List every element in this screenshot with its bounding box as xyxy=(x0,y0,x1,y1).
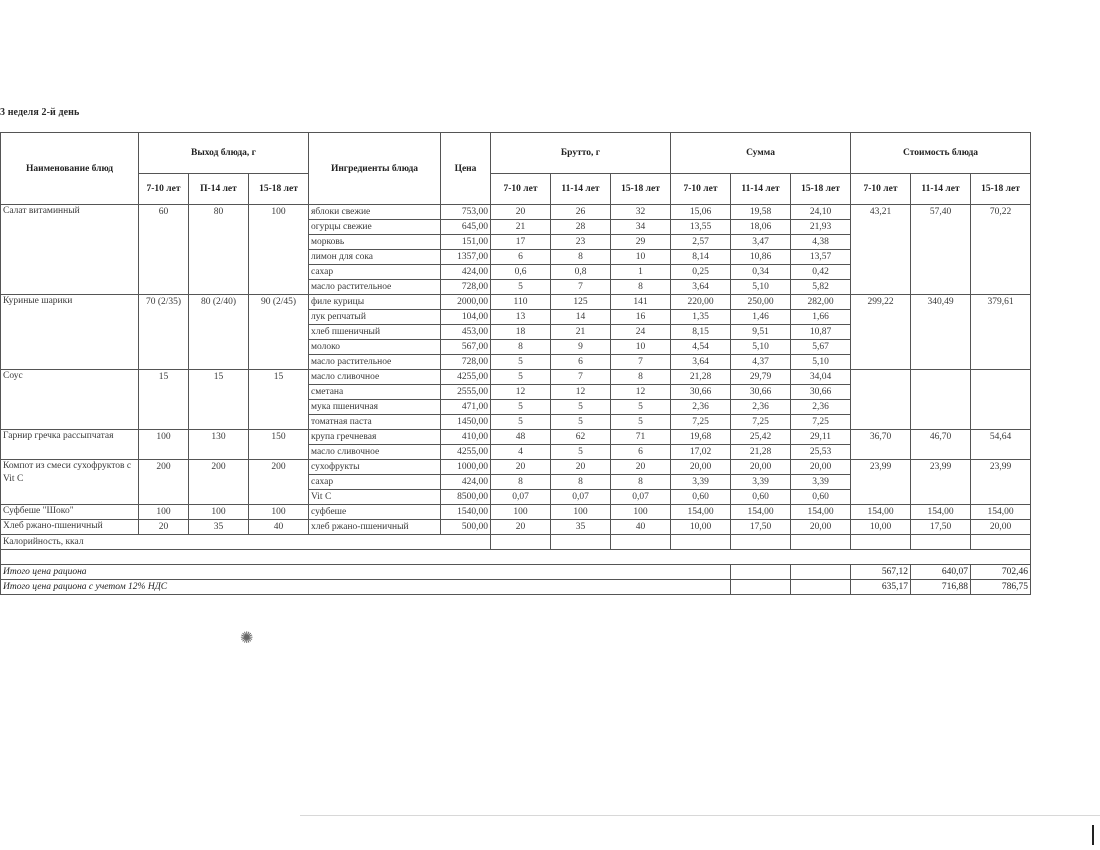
age-header: 15-18 лет xyxy=(249,174,309,205)
dish-output: 100 xyxy=(189,505,249,520)
empty-cell xyxy=(731,565,791,580)
empty-cell xyxy=(791,535,851,550)
brutto-value: 32 xyxy=(611,205,671,220)
brutto-value: 5 xyxy=(611,400,671,415)
scan-edge xyxy=(1092,825,1094,845)
header-output: Выход блюда, г xyxy=(139,133,309,174)
page-title: 3 неделя 2-й день xyxy=(0,107,80,118)
ingredient-price: 2000,00 xyxy=(441,295,491,310)
age-header: 11-14 лет xyxy=(731,174,791,205)
ingredient-name: филе курицы xyxy=(309,295,441,310)
empty-cell xyxy=(1,550,1031,565)
total-value: 635,17 xyxy=(851,580,911,595)
sum-value: 13,57 xyxy=(791,250,851,265)
ingredient-name: крупа гречневая xyxy=(309,430,441,445)
brutto-value: 16 xyxy=(611,310,671,325)
empty-cell xyxy=(731,535,791,550)
ingredient-price: 728,00 xyxy=(441,355,491,370)
brutto-value: 8 xyxy=(551,250,611,265)
sum-value: 282,00 xyxy=(791,295,851,310)
sum-value: 10,00 xyxy=(671,520,731,535)
sum-value: 17,50 xyxy=(731,520,791,535)
empty-cell xyxy=(791,580,851,595)
sum-value: 7,25 xyxy=(791,415,851,430)
sum-value: 20,00 xyxy=(791,460,851,475)
brutto-value: 17 xyxy=(491,235,551,250)
brutto-value: 10 xyxy=(611,340,671,355)
sum-value: 154,00 xyxy=(731,505,791,520)
sum-value: 154,00 xyxy=(791,505,851,520)
sum-value: 220,00 xyxy=(671,295,731,310)
dish-output: 100 xyxy=(139,505,189,520)
empty-cell xyxy=(731,580,791,595)
empty-cell xyxy=(851,535,911,550)
brutto-value: 141 xyxy=(611,295,671,310)
brutto-value: 0,8 xyxy=(551,265,611,280)
table-row xyxy=(1,505,1031,520)
dish-output: 200 xyxy=(139,460,189,505)
brutto-value: 28 xyxy=(551,220,611,235)
brutto-value: 20 xyxy=(491,205,551,220)
sum-value: 1,46 xyxy=(731,310,791,325)
dish-cost: 154,00 xyxy=(911,505,971,520)
brutto-value: 14 xyxy=(551,310,611,325)
sum-value: 8,15 xyxy=(671,325,731,340)
sum-value: 30,66 xyxy=(791,385,851,400)
sum-value: 0,34 xyxy=(731,265,791,280)
dish-cost: 23,99 xyxy=(911,460,971,505)
sum-value: 2,36 xyxy=(791,400,851,415)
sum-value: 0,60 xyxy=(791,490,851,505)
total-value: 716,88 xyxy=(911,580,971,595)
dish-cost: 17,50 xyxy=(911,520,971,535)
sum-value: 29,11 xyxy=(791,430,851,445)
dish-cost xyxy=(911,370,971,430)
sum-value: 7,25 xyxy=(671,415,731,430)
table-row xyxy=(1,520,1031,535)
brutto-value: 0,07 xyxy=(611,490,671,505)
sum-value: 5,10 xyxy=(731,340,791,355)
sum-value: 0,25 xyxy=(671,265,731,280)
dish-cost: 340,49 xyxy=(911,295,971,370)
brutto-value: 1 xyxy=(611,265,671,280)
age-header: 7-10 лет xyxy=(671,174,731,205)
sum-value: 24,10 xyxy=(791,205,851,220)
brutto-value: 110 xyxy=(491,295,551,310)
dish-output: 90 (2/45) xyxy=(249,295,309,370)
ingredient-name: молоко xyxy=(309,340,441,355)
brutto-value: 8 xyxy=(491,475,551,490)
sum-value: 20,00 xyxy=(791,520,851,535)
ingredient-price: 645,00 xyxy=(441,220,491,235)
age-header: 7-10 лет xyxy=(851,174,911,205)
brutto-value: 100 xyxy=(611,505,671,520)
ingredient-price: 728,00 xyxy=(441,280,491,295)
brutto-value: 6 xyxy=(551,355,611,370)
calories-label: Калорийность, ккал xyxy=(1,535,491,550)
sum-value: 19,58 xyxy=(731,205,791,220)
total-value: 640,07 xyxy=(911,565,971,580)
brutto-value: 20 xyxy=(491,520,551,535)
age-header: 11-14 лет xyxy=(911,174,971,205)
ingredient-price: 424,00 xyxy=(441,265,491,280)
sum-value: 20,00 xyxy=(731,460,791,475)
ingredient-price: 104,00 xyxy=(441,310,491,325)
empty-cell xyxy=(551,535,611,550)
sum-value: 0,60 xyxy=(731,490,791,505)
scan-artifact xyxy=(300,815,1100,816)
brutto-value: 0,6 xyxy=(491,265,551,280)
dish-output: 100 xyxy=(249,205,309,295)
brutto-value: 5 xyxy=(491,400,551,415)
brutto-value: 5 xyxy=(551,415,611,430)
total-value: 702,46 xyxy=(971,565,1031,580)
brutto-value: 29 xyxy=(611,235,671,250)
empty-cell xyxy=(791,565,851,580)
ingredient-name: сметана xyxy=(309,385,441,400)
ingredient-name: лук репчатый xyxy=(309,310,441,325)
brutto-value: 7 xyxy=(551,370,611,385)
brutto-value: 8 xyxy=(611,280,671,295)
sum-value: 20,00 xyxy=(671,460,731,475)
ingredient-name: томатная паста xyxy=(309,415,441,430)
empty-cell xyxy=(611,535,671,550)
total-label: Итого цена рациона xyxy=(1,565,731,580)
age-header: П-14 лет xyxy=(189,174,249,205)
brutto-value: 35 xyxy=(551,520,611,535)
brutto-value: 71 xyxy=(611,430,671,445)
ingredient-price: 1357,00 xyxy=(441,250,491,265)
age-header: 7-10 лет xyxy=(139,174,189,205)
table-row xyxy=(1,295,1031,310)
sum-value: 19,68 xyxy=(671,430,731,445)
sum-value: 1,35 xyxy=(671,310,731,325)
sum-value: 2,57 xyxy=(671,235,731,250)
brutto-value: 20 xyxy=(491,460,551,475)
ingredient-price: 410,00 xyxy=(441,430,491,445)
ingredient-price: 424,00 xyxy=(441,475,491,490)
sum-value: 1,66 xyxy=(791,310,851,325)
total-row xyxy=(1,565,1031,580)
total-label: Итого цена рациона с учетом 12% НДС xyxy=(1,580,731,595)
brutto-value: 8 xyxy=(611,370,671,385)
table-row xyxy=(1,205,1031,220)
dish-cost: 10,00 xyxy=(851,520,911,535)
ingredient-name: масло сливочное xyxy=(309,445,441,460)
empty-cell xyxy=(491,535,551,550)
brutto-value: 12 xyxy=(551,385,611,400)
brutto-value: 8 xyxy=(551,475,611,490)
sum-value: 3,39 xyxy=(731,475,791,490)
dish-output: 15 xyxy=(139,370,189,430)
brutto-value: 12 xyxy=(491,385,551,400)
age-header: 11-14 лет xyxy=(551,174,611,205)
age-header: 15-18 лет xyxy=(611,174,671,205)
total-value: 567,12 xyxy=(851,565,911,580)
ingredient-price: 8500,00 xyxy=(441,490,491,505)
brutto-value: 34 xyxy=(611,220,671,235)
sum-value: 250,00 xyxy=(731,295,791,310)
ingredient-name: сухофрукты xyxy=(309,460,441,475)
ingredient-name: масло сливочное xyxy=(309,370,441,385)
sum-value: 2,36 xyxy=(671,400,731,415)
table-row xyxy=(1,430,1031,445)
sum-value: 7,25 xyxy=(731,415,791,430)
sum-value: 18,06 xyxy=(731,220,791,235)
brutto-value: 5 xyxy=(551,400,611,415)
brutto-value: 4 xyxy=(491,445,551,460)
ingredient-price: 567,00 xyxy=(441,340,491,355)
dish-cost xyxy=(971,370,1031,430)
dish-cost: 46,70 xyxy=(911,430,971,460)
ingredient-price: 4255,00 xyxy=(441,445,491,460)
brutto-value: 24 xyxy=(611,325,671,340)
brutto-value: 13 xyxy=(491,310,551,325)
dish-name: Гарнир гречка рассыпчатая xyxy=(1,430,139,460)
dish-cost: 154,00 xyxy=(971,505,1031,520)
header-ingredients: Ингредиенты блюда xyxy=(309,133,441,205)
ingredient-price: 753,00 xyxy=(441,205,491,220)
dish-cost: 57,40 xyxy=(911,205,971,295)
sum-value: 5,10 xyxy=(791,355,851,370)
header-cost: Стоимость блюда xyxy=(851,133,1031,174)
dish-output: 60 xyxy=(139,205,189,295)
brutto-value: 23 xyxy=(551,235,611,250)
ingredient-name: хлеб ржано-пшеничный xyxy=(309,520,441,535)
dish-cost: 54,64 xyxy=(971,430,1031,460)
sum-value: 3,47 xyxy=(731,235,791,250)
menu-table xyxy=(0,132,1031,595)
header-brutto: Брутто, г xyxy=(491,133,671,174)
table-row xyxy=(1,460,1031,475)
header-name: Наименование блюд xyxy=(1,133,139,205)
ingredient-price: 1000,00 xyxy=(441,460,491,475)
header-price: Цена xyxy=(441,133,491,205)
dish-output: 70 (2/35) xyxy=(139,295,189,370)
brutto-value: 12 xyxy=(611,385,671,400)
sum-value: 30,66 xyxy=(671,385,731,400)
sum-value: 3,64 xyxy=(671,355,731,370)
sum-value: 0,60 xyxy=(671,490,731,505)
brutto-value: 5 xyxy=(551,445,611,460)
total-row xyxy=(1,580,1031,595)
sum-value: 30,66 xyxy=(731,385,791,400)
dish-cost: 299,22 xyxy=(851,295,911,370)
sum-value: 15,06 xyxy=(671,205,731,220)
table-row xyxy=(1,370,1031,385)
brutto-value: 5 xyxy=(611,415,671,430)
blank-row xyxy=(1,550,1031,565)
empty-cell xyxy=(671,535,731,550)
brutto-value: 62 xyxy=(551,430,611,445)
sum-value: 3,39 xyxy=(791,475,851,490)
ingredient-price: 471,00 xyxy=(441,400,491,415)
dish-cost: 70,22 xyxy=(971,205,1031,295)
dish-output: 15 xyxy=(249,370,309,430)
ingredient-name: Vit C xyxy=(309,490,441,505)
dish-output: 20 xyxy=(139,520,189,535)
brutto-value: 100 xyxy=(551,505,611,520)
ingredient-price: 151,00 xyxy=(441,235,491,250)
ingredient-name: огурцы свежие xyxy=(309,220,441,235)
calories-row xyxy=(1,535,1031,550)
sum-value: 17,02 xyxy=(671,445,731,460)
dish-output: 200 xyxy=(249,460,309,505)
sum-value: 0,42 xyxy=(791,265,851,280)
brutto-value: 0,07 xyxy=(491,490,551,505)
dish-output: 15 xyxy=(189,370,249,430)
ingredient-price: 453,00 xyxy=(441,325,491,340)
dish-output: 200 xyxy=(189,460,249,505)
sum-value: 21,28 xyxy=(671,370,731,385)
ingredient-price: 1450,00 xyxy=(441,415,491,430)
dish-output: 80 xyxy=(189,205,249,295)
brutto-value: 21 xyxy=(551,325,611,340)
sum-value: 34,04 xyxy=(791,370,851,385)
brutto-value: 48 xyxy=(491,430,551,445)
brutto-value: 7 xyxy=(551,280,611,295)
sum-value: 3,39 xyxy=(671,475,731,490)
dish-cost: 20,00 xyxy=(971,520,1031,535)
brutto-value: 20 xyxy=(611,460,671,475)
sum-value: 2,36 xyxy=(731,400,791,415)
brutto-value: 7 xyxy=(611,355,671,370)
dish-output: 130 xyxy=(189,430,249,460)
sum-value: 4,54 xyxy=(671,340,731,355)
brutto-value: 125 xyxy=(551,295,611,310)
dish-output: 80 (2/40) xyxy=(189,295,249,370)
dish-cost: 36,70 xyxy=(851,430,911,460)
dish-cost: 23,99 xyxy=(851,460,911,505)
brutto-value: 5 xyxy=(491,355,551,370)
ingredient-price: 1540,00 xyxy=(441,505,491,520)
sum-value: 8,14 xyxy=(671,250,731,265)
ingredient-price: 2555,00 xyxy=(441,385,491,400)
brutto-value: 40 xyxy=(611,520,671,535)
brutto-value: 100 xyxy=(491,505,551,520)
sum-value: 10,87 xyxy=(791,325,851,340)
dish-output: 100 xyxy=(249,505,309,520)
brutto-value: 20 xyxy=(551,460,611,475)
dish-cost: 379,61 xyxy=(971,295,1031,370)
ingredient-name: сахар xyxy=(309,265,441,280)
sum-value: 13,55 xyxy=(671,220,731,235)
total-value: 786,75 xyxy=(971,580,1031,595)
ingredient-name: морковь xyxy=(309,235,441,250)
dish-cost: 23,99 xyxy=(971,460,1031,505)
dish-name: Салат витаминный xyxy=(1,205,139,295)
age-header: 15-18 лет xyxy=(971,174,1031,205)
brutto-value: 5 xyxy=(491,370,551,385)
dish-output: 150 xyxy=(249,430,309,460)
brutto-value: 18 xyxy=(491,325,551,340)
age-header: 15-18 лет xyxy=(791,174,851,205)
dish-name: Соус xyxy=(1,370,139,430)
sum-value: 21,28 xyxy=(731,445,791,460)
dish-name: Суфбеше "Шоко" xyxy=(1,505,139,520)
sum-value: 25,42 xyxy=(731,430,791,445)
sum-value: 3,64 xyxy=(671,280,731,295)
sum-value: 5,82 xyxy=(791,280,851,295)
sum-value: 4,37 xyxy=(731,355,791,370)
dish-cost: 43,21 xyxy=(851,205,911,295)
dish-name: Компот из смеси сухофруктов с Vit C xyxy=(1,460,139,505)
dish-cost xyxy=(851,370,911,430)
empty-cell xyxy=(911,535,971,550)
brutto-value: 26 xyxy=(551,205,611,220)
sum-value: 154,00 xyxy=(671,505,731,520)
sum-value: 5,67 xyxy=(791,340,851,355)
ingredient-name: лимон для сока xyxy=(309,250,441,265)
brutto-value: 6 xyxy=(611,445,671,460)
ingredient-name: суфбеше xyxy=(309,505,441,520)
sum-value: 10,86 xyxy=(731,250,791,265)
ingredient-name: хлеб пшеничный xyxy=(309,325,441,340)
ingredient-name: масло растительное xyxy=(309,355,441,370)
brutto-value: 8 xyxy=(611,475,671,490)
sum-value: 4,38 xyxy=(791,235,851,250)
sum-value: 29,79 xyxy=(731,370,791,385)
brutto-value: 9 xyxy=(551,340,611,355)
ingredient-price: 4255,00 xyxy=(441,370,491,385)
empty-cell xyxy=(971,535,1031,550)
sum-value: 25,53 xyxy=(791,445,851,460)
ink-blot-icon: ✺ xyxy=(240,630,254,647)
sum-value: 21,93 xyxy=(791,220,851,235)
age-header: 7-10 лет xyxy=(491,174,551,205)
ingredient-name: мука пшеничная xyxy=(309,400,441,415)
brutto-value: 5 xyxy=(491,415,551,430)
brutto-value: 6 xyxy=(491,250,551,265)
ingredient-name: масло растительное xyxy=(309,280,441,295)
sum-value: 5,10 xyxy=(731,280,791,295)
brutto-value: 8 xyxy=(491,340,551,355)
dish-output: 40 xyxy=(249,520,309,535)
dish-cost: 154,00 xyxy=(851,505,911,520)
ingredient-price: 500,00 xyxy=(441,520,491,535)
brutto-value: 10 xyxy=(611,250,671,265)
dish-output: 100 xyxy=(139,430,189,460)
ingredient-name: яблоки свежие xyxy=(309,205,441,220)
dish-name: Хлеб ржано-пшеничный xyxy=(1,520,139,535)
header-sum: Сумма xyxy=(671,133,851,174)
dish-output: 35 xyxy=(189,520,249,535)
brutto-value: 0,07 xyxy=(551,490,611,505)
dish-name: Куриные шарики xyxy=(1,295,139,370)
brutto-value: 5 xyxy=(491,280,551,295)
sum-value: 9,51 xyxy=(731,325,791,340)
ingredient-name: сахар xyxy=(309,475,441,490)
brutto-value: 21 xyxy=(491,220,551,235)
